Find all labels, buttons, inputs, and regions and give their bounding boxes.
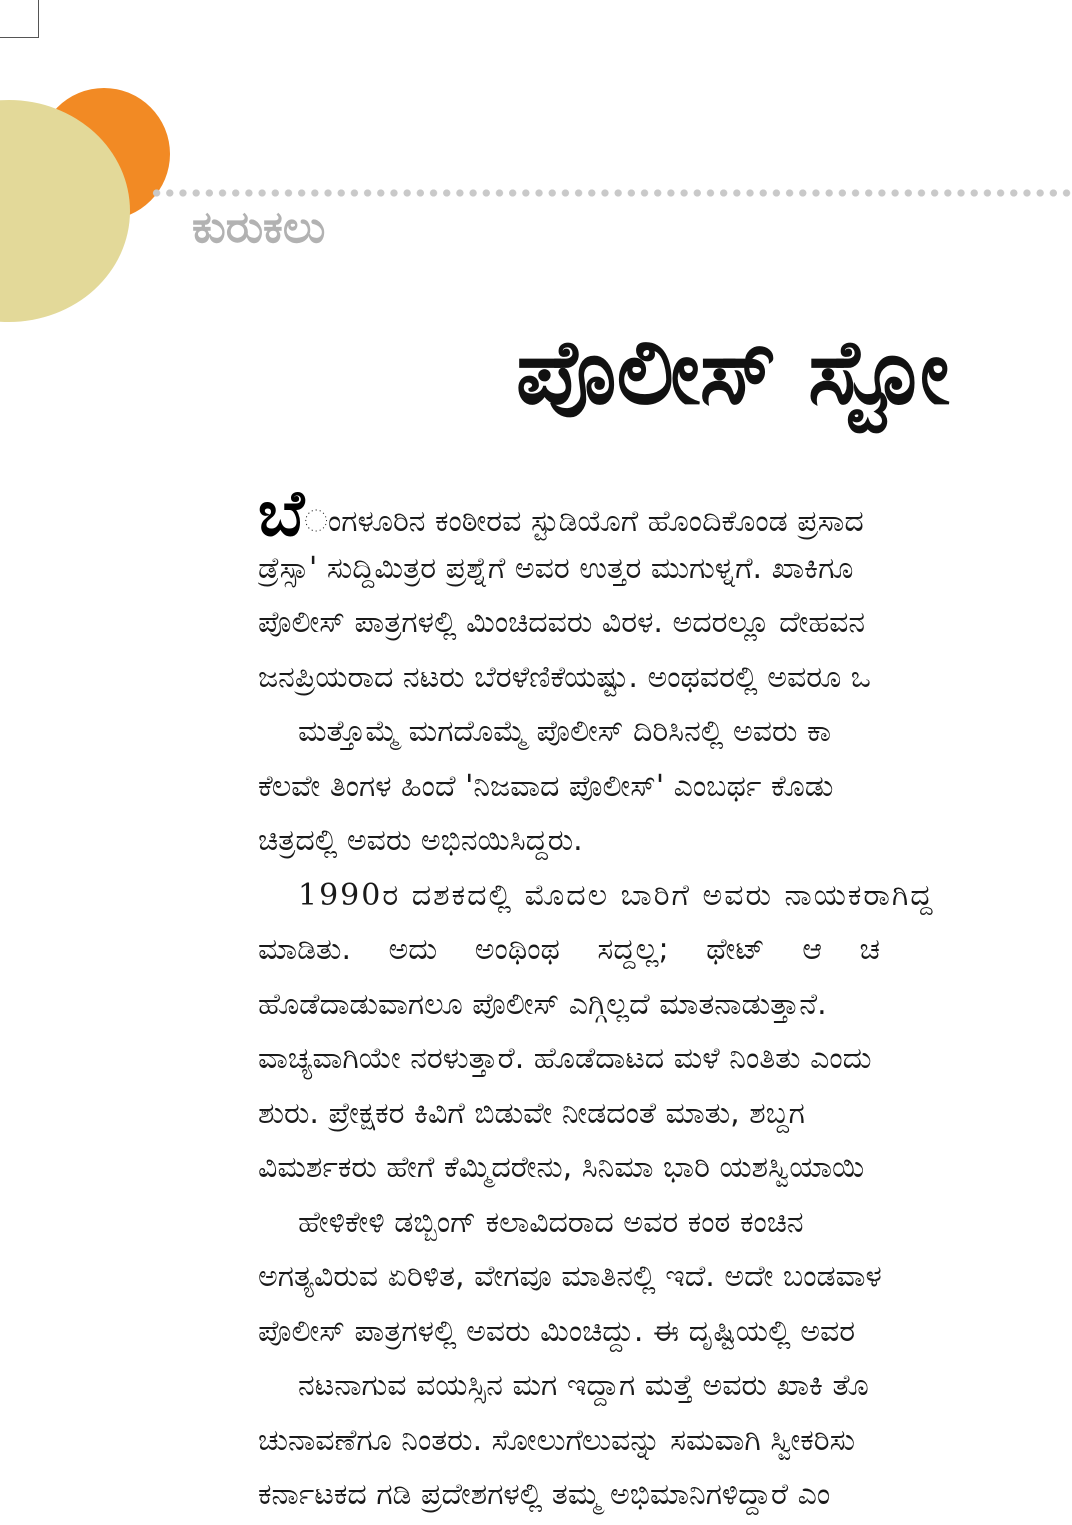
article-body [258, 487, 1072, 1525]
body-line: ವಾಚ್ಯವಾಗಿಯೇ ನರಳುತ್ತಾರೆ. ಹೊಡೆದಾಟದ ಮಳೆ ನಿಂತಿತು ಎಂದು [258, 1041, 872, 1076]
body-line: ಚಿತ್ರದಲ್ಲಿ ಅವರು ಅಭಿನಯಿಸಿದ್ದರು. [258, 823, 583, 858]
paragraph-first-line: ಮತ್ತೊಮ್ಮೆ ಮಗದೊಮ್ಮೆ ಪೊಲೀಸ್ ದಿರಿಸಿನಲ್ಲಿ ಅವರು ಕಾ [298, 714, 832, 749]
body-line-text: ಂಗಳೂರಿನ ಕಂಠೀರವ ಸ್ಟುಡಿಯೊಗೆ ಹೊಂದಿಕೊಂಡ ಪ್ರಸಾದ [304, 504, 864, 539]
section-label: ಕುರುಕಲು [192, 202, 326, 253]
body-line: ಶುರು. ಪ್ರೇಕ್ಷಕರ ಕಿವಿಗೆ ಬಿಡುವೇ ನೀಡದಂತೆ ಮಾತು, ಶಬ್ದಗ [258, 1095, 805, 1131]
drop-cap: ಬೆ [258, 487, 305, 551]
body-line: ಪೊಲೀಸ್ ಪಾತ್ರಗಳಲ್ಲಿ ಮಿಂಚಿದವರು ವಿರಳ. ಅದರಲ್ಲೂ ದೇಹವನ [258, 605, 866, 640]
article-headline: ಪೊಲೀಸ್ ಸ್ಟೋ [516, 320, 950, 425]
body-line: ಹೊಡೆದಾಡುವಾಗಲೂ ಪೊಲೀಸ್ ಎಗ್ಗಿಲ್ಲದೆ ಮಾತನಾಡುತ್ತಾನೆ. [258, 986, 827, 1022]
paragraph-first-line [258, 869, 1072, 924]
body-line: ಡ್ರೆಸ್ಸಾ' ಸುದ್ದಿಮಿತ್ರರ ಪ್ರಶ್ನೆಗೆ ಅವರ ಉತ್ತರ ಮುಗುಳ್ನಗೆ. ಖಾಕಿಗೂ [258, 550, 854, 586]
body-line [258, 487, 1072, 551]
body-line-text: 1990ರ ದಶಕದಲ್ಲಿ ಮೊದಲ ಬಾರಿಗೆ ಅವರು ನಾಯಕರಾಗಿದ್ದ [298, 877, 935, 913]
paragraph-first-line: ಹೇಳಿಕೇಳಿ ಡಬ್ಬಿಂಗ್ ಕಲಾವಿದರಾದ ಅವರ ಕಂಠ ಕಂಚಿನ [298, 1204, 804, 1240]
body-line: ಜನಪ್ರಿಯರಾದ ನಟರು ಬೆರಳೆಣಿಕೆಯಷ್ಟು. ಅಂಥವರಲ್ಲಿ ಅವರೂ ಒ [258, 659, 871, 695]
body-line: ಕರ್ನಾಟಕದ ಗಡಿ ಪ್ರದೇಶಗಳಲ್ಲಿ ತಮ್ಮ ಅಭಿಮಾನಿಗಳಿದ್ದಾರೆ ಎಂ [258, 1477, 831, 1512]
body-line: ಪೊಲೀಸ್ ಪಾತ್ರಗಳಲ್ಲಿ ಅವರು ಮಿಂಚಿದ್ದು. ಈ ದೃಷ್ಟಿಯಲ್ಲಿ ಅವರ [258, 1313, 856, 1349]
dotted-rule [150, 187, 1072, 199]
paragraph-first-line: ನಟನಾಗುವ ವಯಸ್ಸಿನ ಮಗ ಇದ್ದಾಗ ಮತ್ತೆ ಅವರು ಖಾಕಿ ತೊ [298, 1368, 869, 1403]
body-line: ಚುನಾವಣೆಗೂ ನಿಂತರು. ಸೋಲುಗೆಲುವನ್ನು ಸಮವಾಗಿ ಸ್ವೀಕರಿಸು [258, 1422, 856, 1458]
crop-mark [0, 0, 39, 38]
body-line: ಮಾಡಿತು. ಅದು ಅಂಥಿಂಥ ಸದ್ದಲ್ಲ; ಥೇಟ್ ಆ ಚ [258, 932, 881, 967]
body-line: ಕೆಲವೇ ತಿಂಗಳ ಹಿಂದೆ 'ನಿಜವಾದ ಪೊಲೀಸ್' ಎಂಬರ್ಥ ಕೊಡು [258, 768, 834, 804]
body-line: ವಿಮರ್ಶಕರು ಹೇಗೆ ಕೆಮ್ಮಿದರೇನು, ಸಿನಿಮಾ ಭಾರಿ ಯಶಸ್ವಿಯಾಯಿ [258, 1150, 865, 1185]
body-line: ಅಗತ್ಯವಿರುವ ಏರಿಳಿತ, ವೇಗವೂ ಮಾತಿನಲ್ಲಿ ಇದೆ. ಅದೇ ಬಂಡವಾಳ [258, 1259, 882, 1294]
